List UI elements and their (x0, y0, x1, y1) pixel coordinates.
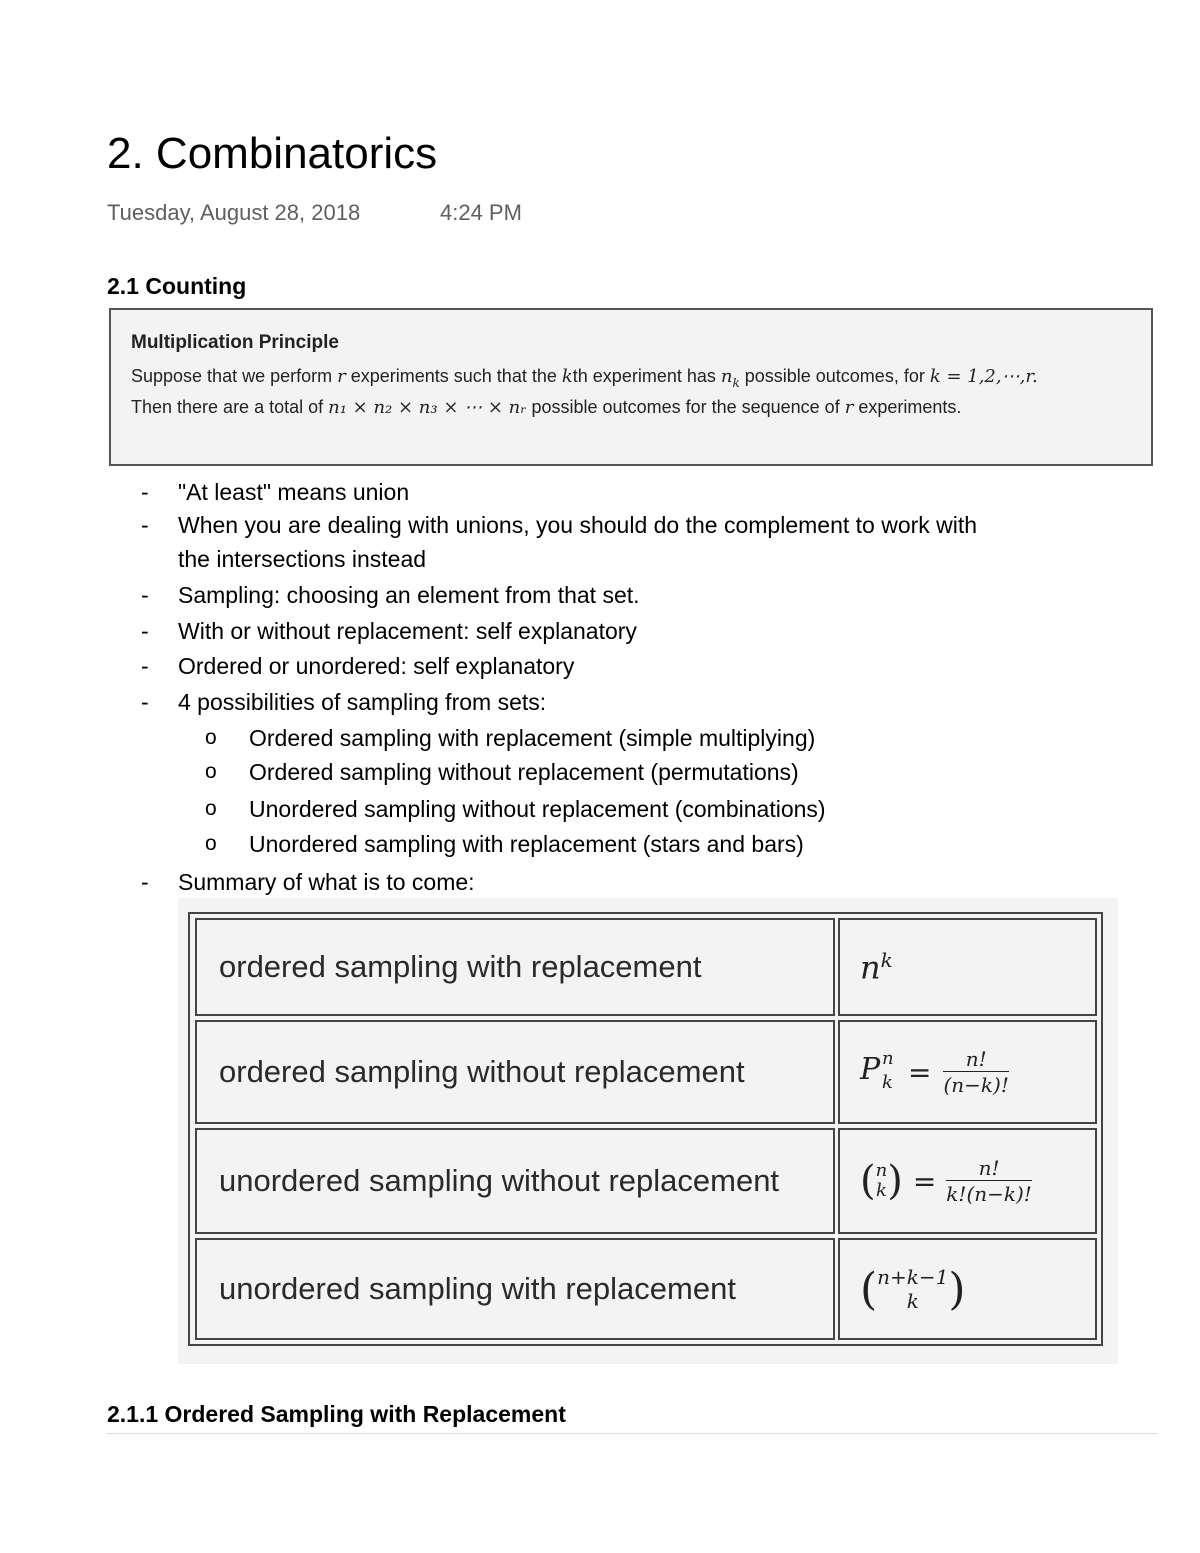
bullet-dash: - (141, 869, 149, 895)
sub-list-item: Unordered sampling with replacement (stars and bars) (249, 831, 804, 857)
bullet-dash: - (141, 512, 149, 538)
section-heading-ordered-with-replacement: 2.1.1 Ordered Sampling with Replacement (107, 1401, 566, 1427)
list-item: Sampling: choosing an element from that set. (178, 582, 640, 608)
list-item: "At least" means union (178, 479, 410, 505)
sub-bullet-circle: o (205, 726, 217, 749)
table-cell-formula: P n k = $\frac{n!}{(n-k)!}$ (838, 1020, 1097, 1124)
table-cell-formula: ( n+k−1 k ) (838, 1238, 1097, 1340)
list-item: Ordered or unordered: self explanatory (178, 653, 575, 679)
summary-table (178, 898, 1118, 1364)
box-line-1: Suppose that we perform r experiments such that the kth experiment has $n_k$ possible outcomes, for k = 1,2,⋯,r. (131, 366, 1038, 390)
sub-bullet-circle: o (205, 797, 217, 820)
box-title: Multiplication Principle (131, 332, 339, 353)
sub-bullet-circle: o (205, 760, 217, 783)
list-item: With or without replacement: self explanatory (178, 618, 637, 644)
bullet-dash: - (141, 653, 149, 679)
table-cell-label: unordered sampling without replacement (195, 1128, 835, 1234)
sub-list-item: Unordered sampling without replacement (combinations) (249, 796, 826, 822)
section-heading-counting: 2.1 Counting (107, 273, 247, 299)
table-cell-formula: ( n k ) = $\frac{n!}{k!(n-k)!}$ (838, 1128, 1097, 1234)
sub-list-item: Ordered sampling with replacement (simple multiplying) (249, 725, 816, 751)
box-line-2: Then there are a total of n₁ × n₂ × n₃ × ⋯ × nᵣ possible outcomes for the sequence of r experiments. (131, 397, 962, 418)
list-item: Summary of what is to come: (178, 869, 475, 895)
bullet-dash: - (141, 479, 149, 505)
bullet-dash: - (141, 689, 149, 715)
table-cell-formula: $n^k$ (838, 918, 1097, 1016)
table-cell-label: ordered sampling with replacement (195, 918, 835, 1016)
sub-list-item: Ordered sampling without replacement (permutations) (249, 759, 799, 785)
page-time: 4:24 PM (440, 200, 522, 225)
list-item: 4 possibilities of sampling from sets: (178, 689, 547, 715)
list-item-continuation: the intersections instead (178, 546, 427, 572)
page-title: 2. Combinatorics (107, 129, 438, 178)
multiplication-principle-box (109, 308, 1153, 466)
bullet-dash: - (141, 618, 149, 644)
table-cell-label: ordered sampling without replacement (195, 1020, 835, 1124)
bullet-dash: - (141, 582, 149, 608)
sub-bullet-circle: o (205, 832, 217, 855)
divider (107, 1433, 1157, 1434)
page-date: Tuesday, August 28, 2018 (107, 200, 361, 225)
table-cell-label: unordered sampling with replacement (195, 1238, 835, 1340)
list-item: When you are dealing with unions, you should do the complement to work with (178, 512, 978, 538)
